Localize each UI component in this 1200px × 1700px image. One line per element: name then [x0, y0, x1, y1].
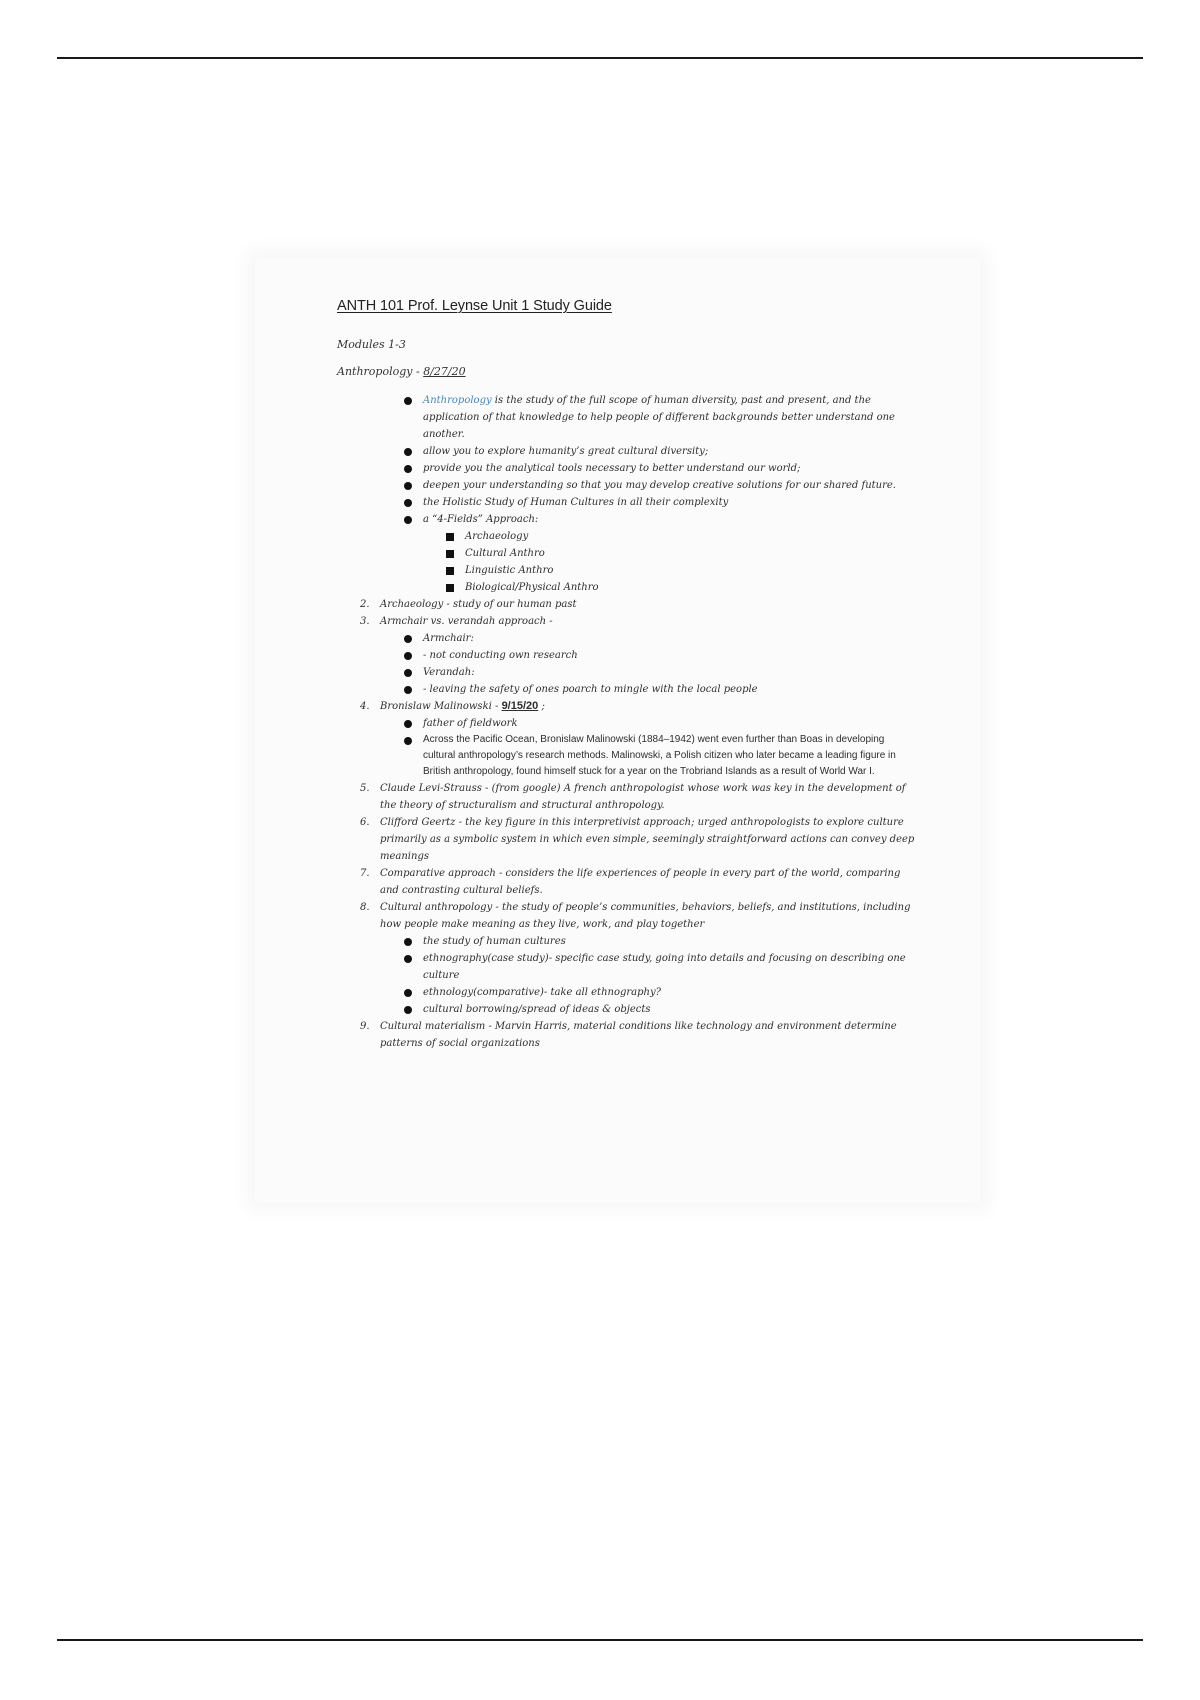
field-item: Cultural Anthro [465, 545, 917, 562]
item-text: Comparative approach - considers the life experiences of people in every part of the world, comparing and contrasting cultural beliefs. [380, 868, 901, 896]
section-heading [337, 365, 917, 378]
section-heading-text: Anthropology - [337, 365, 424, 378]
item-text-suffix: ; [538, 701, 545, 712]
list-item: deepen your understanding so that you may develop creative solutions for our shared future. [423, 477, 917, 494]
list-item-text: a “4-Fields” Approach: [423, 514, 539, 525]
section-heading-date: 8/27/20 [423, 365, 466, 378]
numbered-item [360, 899, 917, 1018]
item-text: Clifford Geertz - the key figure in this interpretivist approach; urged anthropologists to explore culture primarily as a symbolic system in which even simple, seemingly straightforward actions can convey deep meanings [380, 817, 915, 862]
sub-bullet-list [380, 715, 917, 780]
list-item: cultural borrowing/spread of ideas & objects [423, 1001, 917, 1018]
list-item: the study of human cultures [423, 933, 917, 950]
item-number: 5. [360, 783, 370, 794]
sub-bullet-list [380, 630, 917, 698]
list-item: father of fieldwork [423, 715, 917, 732]
item-text: Archaeology - study of our human past [380, 599, 577, 610]
item-number: 4. [360, 701, 370, 712]
item-number: 7. [360, 868, 370, 879]
item-text: Bronislaw Malinowski - [380, 701, 502, 712]
field-item: Biological/Physical Anthro [465, 579, 917, 596]
numbered-item [360, 596, 917, 613]
document-page [255, 258, 980, 1203]
document-title: ANTH 101 Prof. Leynse Unit 1 Study Guide [337, 298, 612, 314]
modules-label: Modules 1-3 [337, 338, 406, 351]
numbered-item [360, 698, 917, 780]
item-date: 9/15/20 [501, 700, 539, 712]
list-item: ethnography(case study)- specific case study, going into details and focusing on describing one culture [423, 950, 917, 984]
numbered-item [360, 865, 917, 899]
item-text: Armchair vs. verandah approach - [380, 616, 553, 627]
item-number: 6. [360, 817, 370, 828]
item-number: 3. [360, 616, 370, 627]
document-content [337, 298, 917, 1052]
item-text: Cultural materialism - Marvin Harris, material conditions like technology and environment determine patterns of social organizations [380, 1021, 897, 1049]
numbered-list [337, 596, 917, 1052]
numbered-item [360, 613, 917, 698]
sub-bullet-list [380, 933, 917, 1018]
item-number: 2. [360, 599, 370, 610]
list-item-text: is the study of the full scope of human diversity, past and present, and the application of that knowledge to help people of different backgrounds better understand one another. [423, 395, 895, 440]
field-item: Linguistic Anthro [465, 562, 917, 579]
list-item: Across the Pacific Ocean, Bronislaw Malinowski (1884–1942) went even further than Boas in developing cultural anthropology’s research methods. Malinowski, a Polish citizen who later became a leading figure in British anthropology, found himself stuck for a year on the Trobriand Islands as a result of World War I. [423, 732, 917, 780]
anthropology-link[interactable]: Anthropology [423, 395, 492, 406]
list-item: Armchair: [423, 630, 917, 647]
list-item: Verandah: [423, 664, 917, 681]
list-item: provide you the analytical tools necessary to better understand our world; [423, 460, 917, 477]
list-item: - not conducting own research [423, 647, 917, 664]
item-text: Cultural anthropology - the study of people’s communities, behaviors, beliefs, and institutions, including how people make meaning as they live, work, and play together [380, 902, 911, 930]
list-item: the Holistic Study of Human Cultures in all their complexity [423, 494, 917, 511]
four-fields-list [423, 528, 917, 596]
list-item [423, 392, 917, 443]
top-rule [57, 57, 1143, 59]
numbered-item [360, 814, 917, 865]
list-item: ethnology(comparative)- take all ethnography? [423, 984, 917, 1001]
list-item: allow you to explore humanity’s great cultural diversity; [423, 443, 917, 460]
item-number: 8. [360, 902, 370, 913]
bottom-rule [57, 1639, 1143, 1641]
field-item: Archaeology [465, 528, 917, 545]
list-item [423, 511, 917, 596]
intro-bullet-list [337, 392, 917, 596]
list-item: - leaving the safety of ones poarch to mingle with the local people [423, 681, 917, 698]
item-number: 9. [360, 1021, 370, 1032]
item-text: Claude Levi-Strauss - (from google) A french anthropologist whose work was key in the development of the theory of structuralism and structural anthropology. [380, 783, 906, 811]
numbered-item [360, 1018, 917, 1052]
numbered-item [360, 780, 917, 814]
